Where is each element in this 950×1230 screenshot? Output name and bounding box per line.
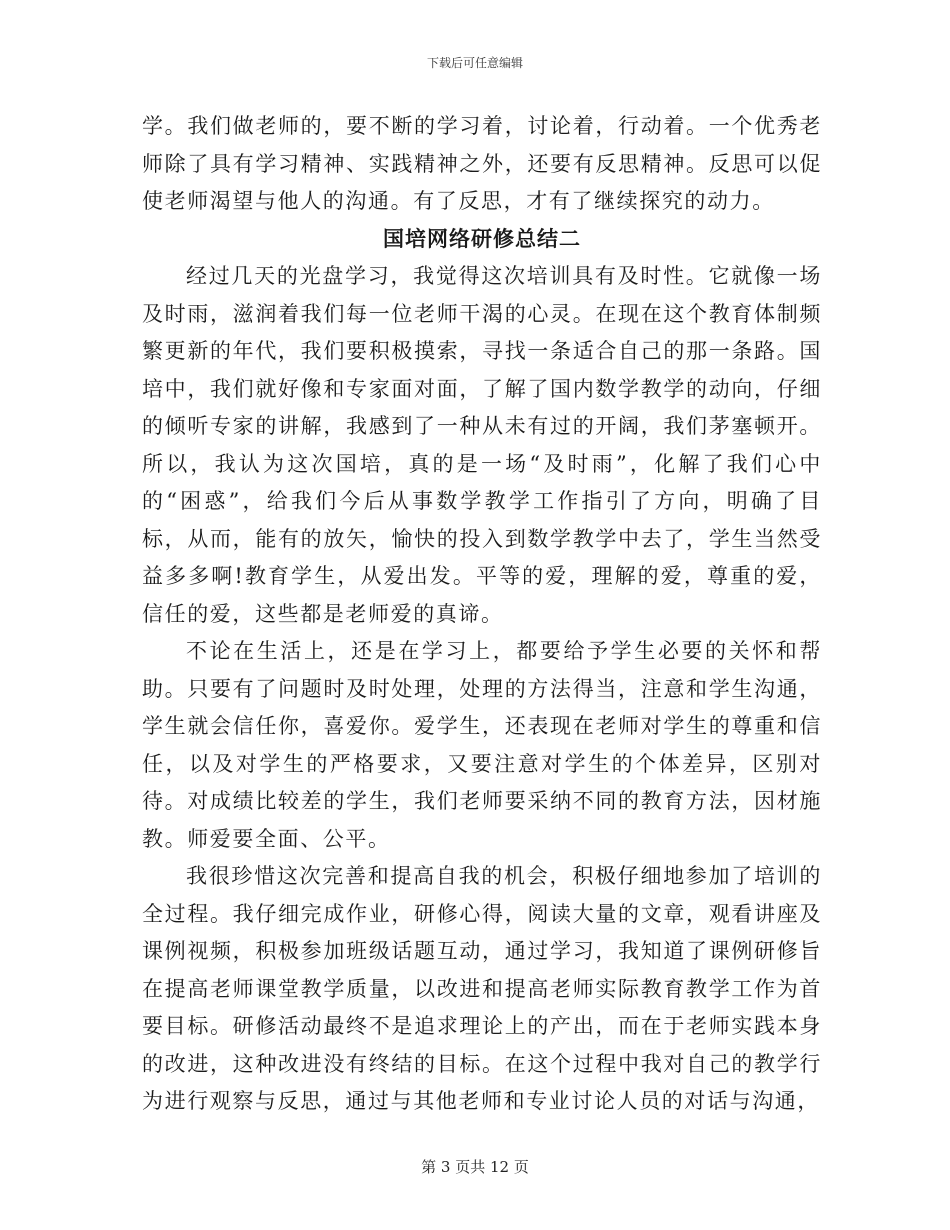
continuation-paragraph: 学。我们做老师的，要不断的学习着，讨论着，行动着。一个优秀老师除了具有学习精神、实践精神之外，还要有反思精神。反思可以促使老师渴望与他人的沟通。有了反思，才有了继续探究的动力。: [142, 114, 822, 213]
section-title: 国培网络研修总结二: [383, 226, 581, 251]
page-footer: 第 3 页共 12 页: [421, 1158, 529, 1176]
page-header: 下载后可任意编辑: [426, 56, 523, 70]
body-paragraph-3: 我很珍惜这次完善和提高自我的机会，积极仔细地参加了培训的全过程。我仔细完成作业，研修心得，阅读大量的文章，观看讲座及课例视频，积极参加班级话题互动，通过学习，我知道了课例研修旨在提高老师课堂教学质量，以改进和提高老师实际教育教学工作为首要目标。研修活动最终不是追求理论上的产出，而在于老师实践本身的改进，这种改进没有终结的目标。在这个过程中我对自己的教学行为进行观察与反思，通过与其他老师和专业讨论人员的对话与沟通，: [142, 864, 822, 1113]
body-paragraph-2: 不论在生活上，还是在学习上，都要给予学生必要的关怀和帮助。只要有了问题时及时处理，处理的方法得当，注意和学生沟通，学生就会信任你，喜爱你。爱学生，还表现在老师对学生的尊重和信任，以及对学生的严格要求，又要注意对学生的个体差异，区别对待。对成绩比较差的学生，我们老师要采纳不同的教育方法，因材施教。师爱要全面、公平。: [142, 639, 822, 851]
body-paragraph-1: 经过几天的光盘学习，我觉得这次培训具有及时性。它就像一场及时雨，滋润着我们每一位老师干渴的心灵。在现在这个教育体制频繁更新的年代，我们要积极摸索，寻找一条适合自己的那一条路。国培中，我们就好像和专家面对面，了解了国内数学教学的动向，仔细的倾听专家的讲解，我感到了一种从未有过的开阔，我们茅塞顿开。所以，我认为这次国培，真的是一场“及时雨”，化解了我们心中的“困惑”，给我们今后从事数学教学工作指引了方向，明确了目标，从而，能有的放矢，愉快的投入到数学教学中去了，学生当然受益多多啊!教育学生，从爱出发。平等的爱，理解的爱，尊重的爱，信任的爱，这些都是老师爱的真谛。: [142, 264, 822, 626]
document-body: [142, 108, 822, 1121]
